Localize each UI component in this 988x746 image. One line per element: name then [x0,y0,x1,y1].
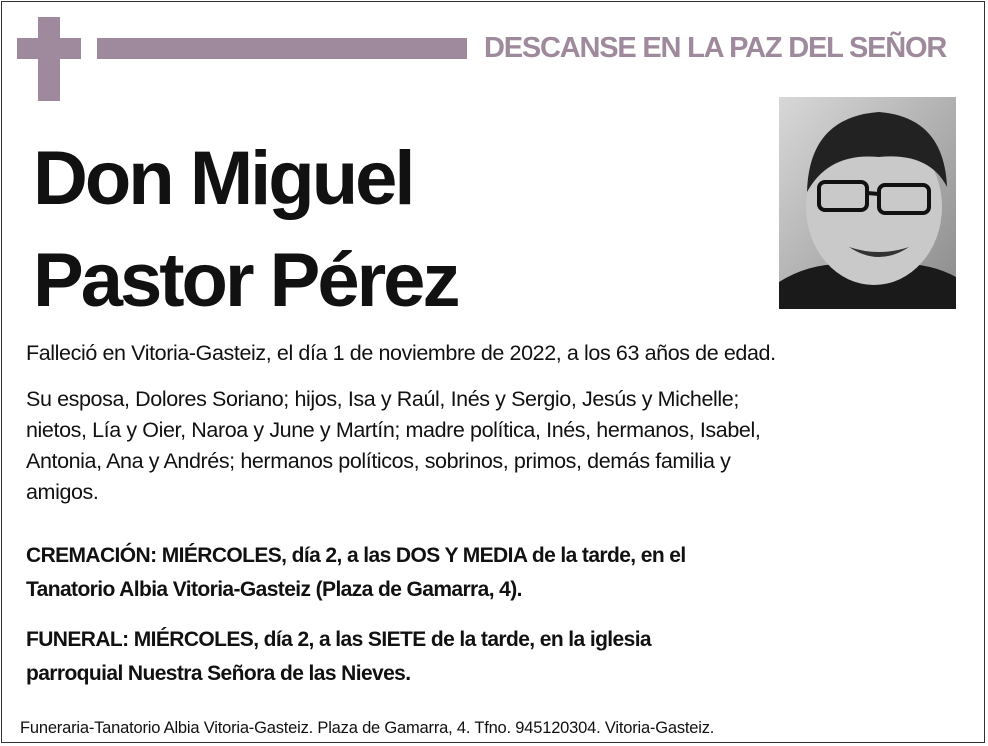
name-line-2: Pastor Pérez [33,238,458,323]
funeral-line: FUNERAL: MIÉRCOLES, día 2, a las SIETE de la tarde, en la iglesia [26,628,652,651]
cremation-line: Tanatorio Albia Vitoria-Gasteiz (Plaza de Gamarra, 4). [26,578,522,601]
family-line: Su esposa, Dolores Soriano; hijos, Isa y Raúl, Inés y Sergio, Jesús y Michelle; [26,387,739,411]
footer: Funeraria-Tanatorio Albia Vitoria-Gasteiz. Plaza de Gamarra, 4. Tfno. 945120304. Vitoria-Gasteiz. [20,719,715,737]
cross-horizontal [17,38,81,59]
family-line: amigos. [26,480,99,504]
funeral-line: parroquial Nuestra Señora de las Nieves. [26,662,411,685]
death-notice: Falleció en Vitoria-Gasteiz, el día 1 de noviembre de 2022, a los 63 años de edad. [26,341,776,365]
portrait-photo [779,97,956,309]
header-bar [97,38,467,59]
cross-vertical [38,17,60,101]
motto: DESCANSE EN LA PAZ DEL SEÑOR [484,32,947,64]
family-line: Antonia, Ana y Andrés; hermanos políticos, sobrinos, primos, demás familia y [26,449,731,473]
family-line: nietos, Lía y Oier, Naroa y June y Martín; madre política, Inés, hermanos, Isabel, [26,418,761,442]
name-line-1: Don Miguel [33,136,413,221]
cremation-line: CREMACIÓN: MIÉRCOLES, día 2, a las DOS Y MEDIA de la tarde, en el [26,544,686,567]
